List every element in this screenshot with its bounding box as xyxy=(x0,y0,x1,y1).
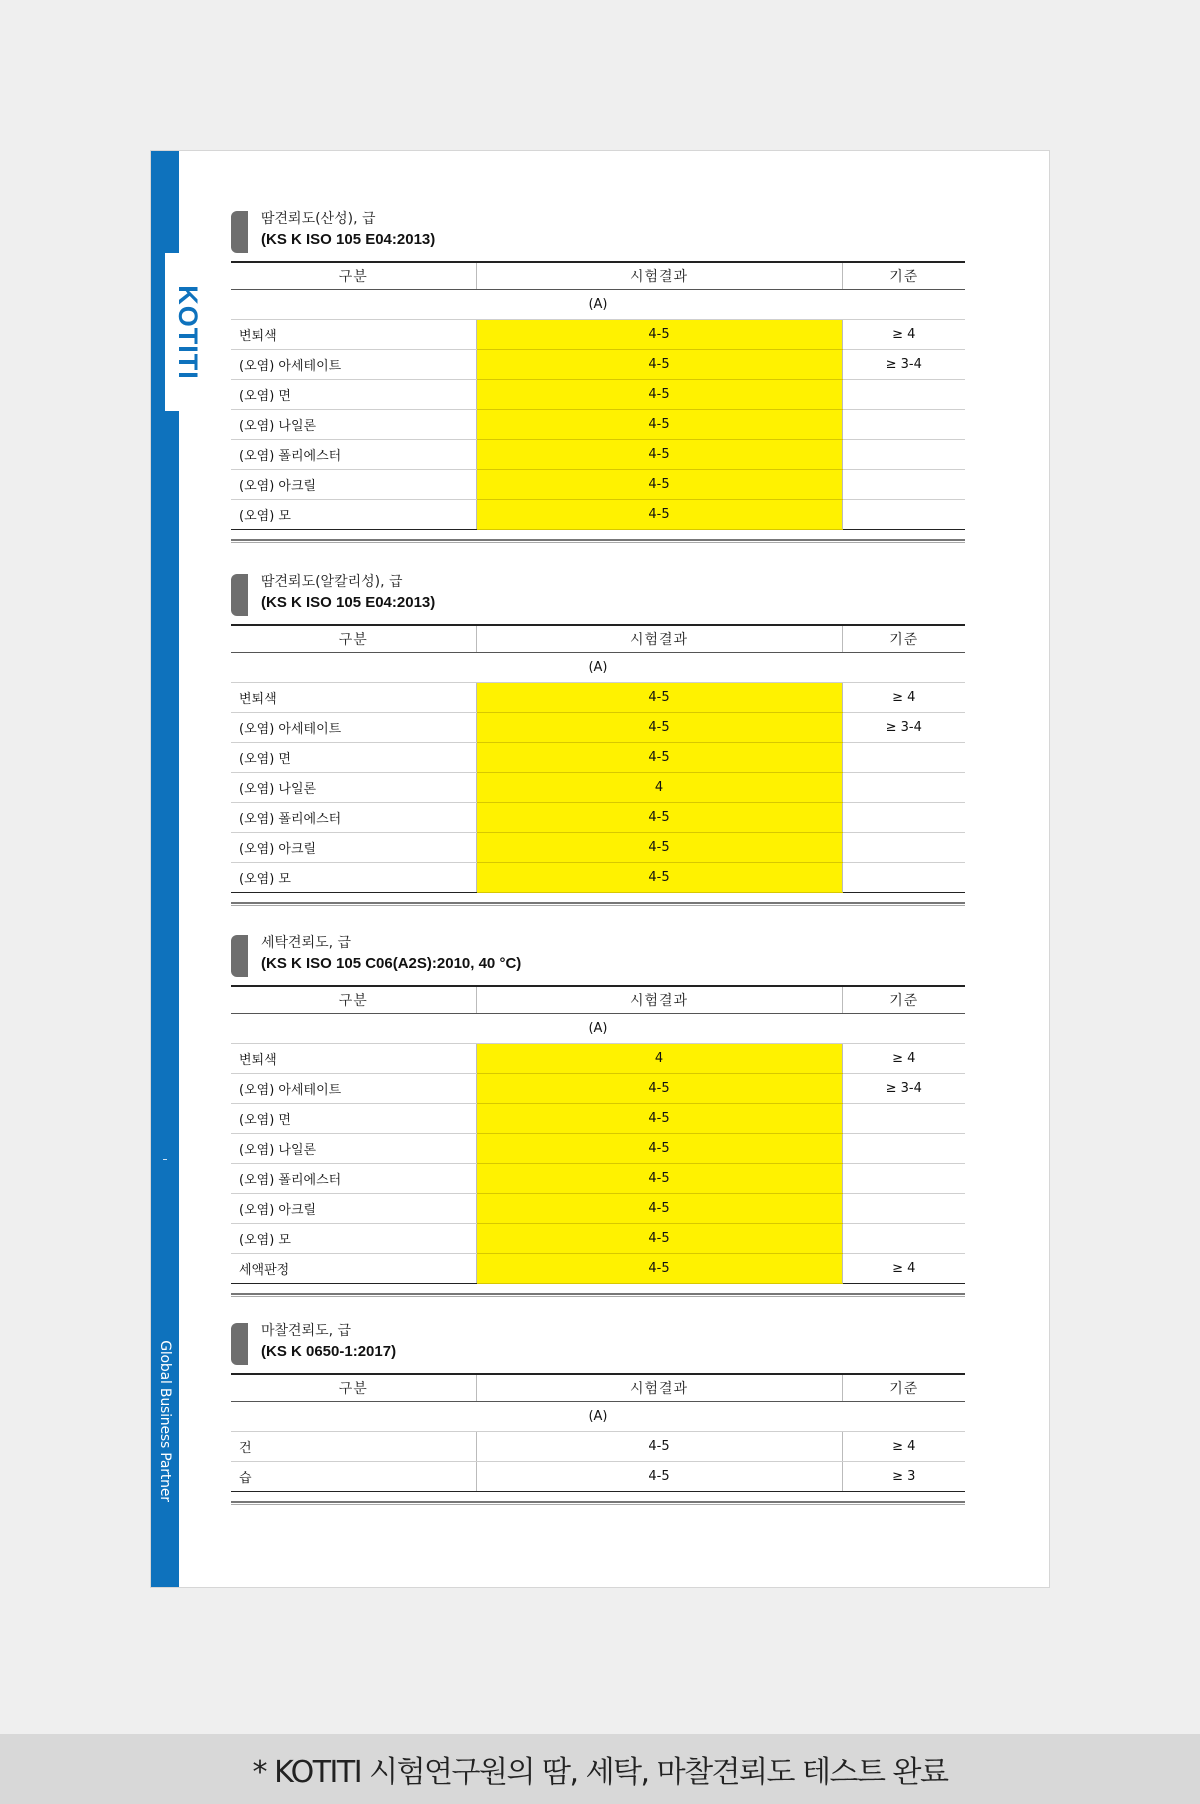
sample-label: (A) xyxy=(231,653,965,683)
results-table xyxy=(231,985,965,1284)
results-table xyxy=(231,1373,965,1492)
row-value: 4 xyxy=(476,773,842,803)
table-row xyxy=(231,743,965,773)
section-marker xyxy=(231,935,248,977)
section-marker xyxy=(231,1323,248,1365)
results-table xyxy=(231,261,965,530)
row-label: (오염) 면 xyxy=(231,1104,476,1134)
row-criteria xyxy=(842,1224,965,1254)
section-standard: (KS K ISO 105 E04:2013) xyxy=(261,594,436,611)
row-value: 4-5 xyxy=(476,743,842,773)
section-title: 마찰견뢰도, 급 xyxy=(261,1323,352,1339)
row-label: (오염) 모 xyxy=(231,863,476,893)
row-label: 변퇴색 xyxy=(231,1044,476,1074)
row-value: 4-5 xyxy=(476,1164,842,1194)
row-value: 4-5 xyxy=(476,1134,842,1164)
header-result: 시험결과 xyxy=(476,1374,842,1402)
row-value: 4-5 xyxy=(476,803,842,833)
table-row xyxy=(231,320,965,350)
table-row xyxy=(231,440,965,470)
table-row xyxy=(231,470,965,500)
row-criteria xyxy=(842,1134,965,1164)
row-label: 습 xyxy=(231,1462,476,1492)
sample-label: (A) xyxy=(231,1402,965,1432)
section-marker xyxy=(231,211,248,253)
row-label: 세액판정 xyxy=(231,1254,476,1284)
section-rubbing-fastness xyxy=(231,1321,965,1505)
section-divider xyxy=(231,539,965,543)
section-standard: (KS K ISO 105 C06(A2S):2010, 40 °C) xyxy=(261,955,522,972)
row-label: 건 xyxy=(231,1432,476,1462)
header-category: 구분 xyxy=(231,262,476,290)
row-value: 4-5 xyxy=(476,350,842,380)
table-row xyxy=(231,713,965,743)
section-alkaline-perspiration xyxy=(231,572,965,906)
row-value: 4-5 xyxy=(476,713,842,743)
header-result: 시험결과 xyxy=(476,262,842,290)
section-divider xyxy=(231,1293,965,1297)
row-label: (오염) 아크릴 xyxy=(231,1194,476,1224)
header-category: 구분 xyxy=(231,986,476,1014)
sample-label: (A) xyxy=(231,290,965,320)
header-criteria: 기준 xyxy=(842,1374,965,1402)
row-criteria xyxy=(842,380,965,410)
row-value: 4-5 xyxy=(476,833,842,863)
row-label: (오염) 아세테이트 xyxy=(231,1074,476,1104)
table-row xyxy=(231,773,965,803)
table-row xyxy=(231,380,965,410)
table-row xyxy=(231,1104,965,1134)
table-row xyxy=(231,803,965,833)
table-row xyxy=(231,1224,965,1254)
row-criteria xyxy=(842,440,965,470)
header-criteria: 기준 xyxy=(842,262,965,290)
section-standard: (KS K 0650-1:2017) xyxy=(261,1343,397,1360)
header-category: 구분 xyxy=(231,625,476,653)
row-label: (오염) 나일론 xyxy=(231,1134,476,1164)
row-criteria: ≥ 3-4 xyxy=(842,350,965,380)
row-value: 4-5 xyxy=(476,320,842,350)
section-divider xyxy=(231,902,965,906)
header-result: 시험결과 xyxy=(476,986,842,1014)
row-value: 4-5 xyxy=(476,863,842,893)
row-criteria: ≥ 4 xyxy=(842,1254,965,1284)
row-label: 변퇴색 xyxy=(231,320,476,350)
row-label: (오염) 아세테이트 xyxy=(231,713,476,743)
row-value: 4-5 xyxy=(476,1194,842,1224)
row-criteria xyxy=(842,1104,965,1134)
section-acid-perspiration xyxy=(231,209,965,543)
table-row xyxy=(231,1254,965,1284)
caption-text: * KOTITI 시험연구원의 땀, 세탁, 마찰견뢰도 테스트 완료 xyxy=(252,1755,948,1790)
row-value: 4-5 xyxy=(476,410,842,440)
table-row xyxy=(231,1462,965,1492)
row-label: (오염) 아크릴 xyxy=(231,470,476,500)
row-criteria xyxy=(842,863,965,893)
row-criteria: ≥ 3 xyxy=(842,1462,965,1492)
row-value: 4 xyxy=(476,1044,842,1074)
row-value: 4-5 xyxy=(476,1462,842,1492)
section-title: 땀견뢰도(산성), 급 xyxy=(261,211,376,227)
section-marker xyxy=(231,574,248,616)
section-title: 땀견뢰도(알칼리성), 급 xyxy=(261,574,403,590)
table-row xyxy=(231,1194,965,1224)
header-category: 구분 xyxy=(231,1374,476,1402)
sample-label: (A) xyxy=(231,1014,965,1044)
row-label: (오염) 아크릴 xyxy=(231,833,476,863)
row-value: 4-5 xyxy=(476,470,842,500)
row-criteria xyxy=(842,833,965,863)
row-value: 4-5 xyxy=(476,1074,842,1104)
row-criteria: ≥ 4 xyxy=(842,1432,965,1462)
section-divider xyxy=(231,1501,965,1505)
header-criteria: 기준 xyxy=(842,986,965,1014)
side-tagline-text: Global Business Partner xyxy=(157,1340,173,1502)
row-value: 4-5 xyxy=(476,1254,842,1284)
row-label: (오염) 폴리에스터 xyxy=(231,803,476,833)
row-value: 4-5 xyxy=(476,440,842,470)
caption-band xyxy=(0,1734,1200,1804)
header-result: 시험결과 xyxy=(476,625,842,653)
table-row xyxy=(231,863,965,893)
row-criteria xyxy=(842,470,965,500)
table-row xyxy=(231,1044,965,1074)
row-criteria xyxy=(842,743,965,773)
row-criteria: ≥ 4 xyxy=(842,320,965,350)
results-table xyxy=(231,624,965,893)
section-standard: (KS K ISO 105 E04:2013) xyxy=(261,231,436,248)
row-criteria xyxy=(842,773,965,803)
table-row xyxy=(231,833,965,863)
row-criteria: ≥ 4 xyxy=(842,1044,965,1074)
row-criteria xyxy=(842,803,965,833)
row-label: (오염) 폴리에스터 xyxy=(231,1164,476,1194)
row-value: 4-5 xyxy=(476,1104,842,1134)
row-value: 4-5 xyxy=(476,1224,842,1254)
section-title: 세탁견뢰도, 급 xyxy=(261,935,352,951)
row-label: (오염) 모 xyxy=(231,1224,476,1254)
row-criteria xyxy=(842,1194,965,1224)
table-row xyxy=(231,1432,965,1462)
table-row xyxy=(231,1164,965,1194)
row-value: 4-5 xyxy=(476,1432,842,1462)
row-label: (오염) 면 xyxy=(231,380,476,410)
table-row xyxy=(231,350,965,380)
header-criteria: 기준 xyxy=(842,625,965,653)
row-criteria: ≥ 4 xyxy=(842,683,965,713)
table-row xyxy=(231,410,965,440)
row-label: (오염) 면 xyxy=(231,743,476,773)
row-value: 4-5 xyxy=(476,380,842,410)
section-washing-fastness xyxy=(231,933,965,1297)
table-row xyxy=(231,500,965,530)
report-sheet xyxy=(150,150,1050,1588)
row-criteria: ≥ 3-4 xyxy=(842,713,965,743)
logo-tab xyxy=(165,253,209,411)
row-criteria: ≥ 3-4 xyxy=(842,1074,965,1104)
row-criteria xyxy=(842,410,965,440)
table-row xyxy=(231,683,965,713)
row-label: (오염) 폴리에스터 xyxy=(231,440,476,470)
row-value: 4-5 xyxy=(476,500,842,530)
table-row xyxy=(231,1134,965,1164)
row-label: 변퇴색 xyxy=(231,683,476,713)
row-value: 4-5 xyxy=(476,683,842,713)
side-dash xyxy=(163,1159,167,1160)
table-row xyxy=(231,1074,965,1104)
row-label: (오염) 나일론 xyxy=(231,773,476,803)
row-label: (오염) 아세테이트 xyxy=(231,350,476,380)
row-label: (오염) 모 xyxy=(231,500,476,530)
kotiti-logo: KOTITI xyxy=(172,284,203,380)
row-criteria xyxy=(842,1164,965,1194)
row-label: (오염) 나일론 xyxy=(231,410,476,440)
row-criteria xyxy=(842,500,965,530)
